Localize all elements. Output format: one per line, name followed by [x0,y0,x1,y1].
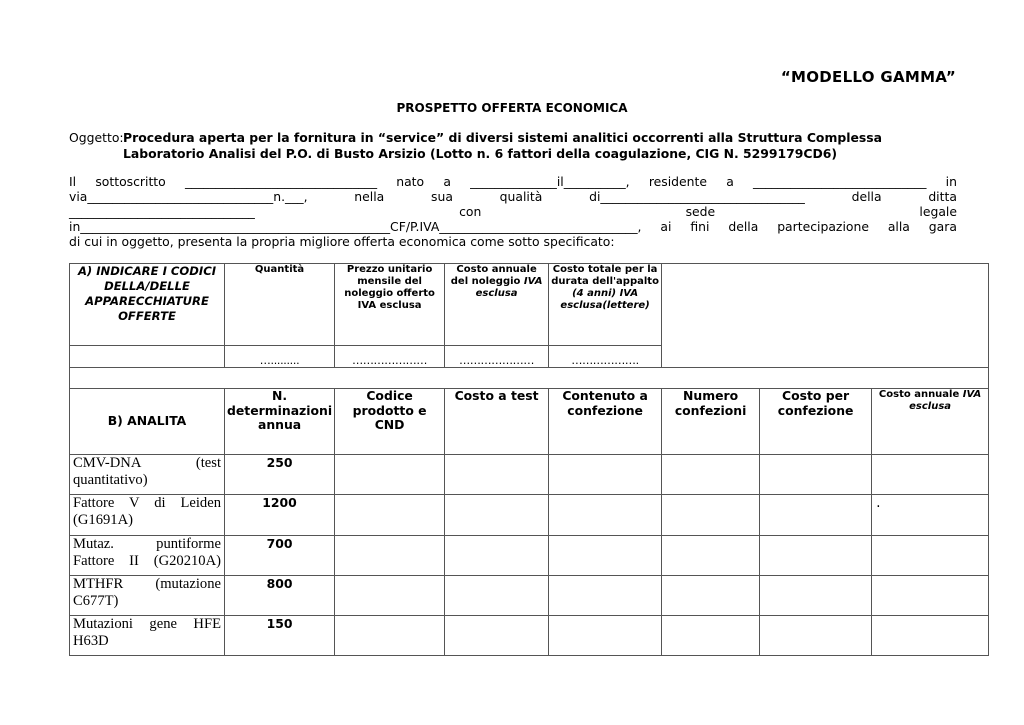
pack-content-cell[interactable] [549,576,662,616]
subject-block [69,130,957,162]
pack-count-cell[interactable] [662,616,760,656]
analyte-name: Mutazioni gene HFE H63D [70,616,225,656]
table-row [70,576,989,616]
declaration-line: Il sottoscritto _______________________________ nato a ______________il__________, residente a ____________________________ in [69,174,957,189]
col-pack-count: Numero confezioni [662,389,760,455]
table-row [70,455,989,495]
product-code-cell[interactable] [335,576,445,616]
col-pack-content: Contenuto a confezione [549,389,662,455]
annual-cost-field[interactable]: ………………… [445,346,549,368]
col-annual-cost: Costo annuale IVA esclusa [872,389,989,455]
test-cost-cell[interactable] [445,616,549,656]
analyte-name: MTHFR (mutazione C677T) [70,576,225,616]
col-annual-rental-cost: Costo annuale del noleggio IVA esclusa [445,264,549,346]
model-title: “MODELLO GAMMA” [780,68,956,86]
pack-content-cell[interactable] [549,455,662,495]
col-product-code: Codice prodotto e CND [335,389,445,455]
col-annual-tests: N. determinazioni annua [225,389,335,455]
col-pack-cost: Costo per confezione [760,389,872,455]
pack-content-cell[interactable] [549,495,662,536]
annual-tests-value: 800 [225,576,335,616]
spacer-cell [70,368,989,389]
offer-table [69,263,989,656]
annual-cost-cell[interactable] [872,455,989,495]
product-code-cell[interactable] [335,495,445,536]
declaration-line: ______________________________ con sede legale [69,203,957,219]
col-total-cost: Costo totale per la durata dell'appalto (4 anni) IVA esclusa(lettere) [549,264,662,346]
document-title: PROSPETTO OFFERTA ECONOMICA [396,101,628,115]
equipment-code-cell[interactable] [70,346,225,368]
quantity-field[interactable]: …......... [225,346,335,368]
col-test-cost: Costo a test [445,389,549,455]
pack-content-cell[interactable] [549,616,662,656]
declaration-paragraph [69,175,957,250]
declaration-line: in__________________________________________________CF/P.IVA________________________________, ai fini della partecipazione alla gara [69,218,957,234]
analyte-name: Mutaz. puntiforme Fattore II (G20210A) [70,536,225,576]
pack-count-cell[interactable] [662,495,760,536]
pack-count-cell[interactable] [662,455,760,495]
table-row [70,536,989,576]
annual-cost-cell[interactable] [872,536,989,576]
product-code-cell[interactable] [335,536,445,576]
test-cost-cell[interactable] [445,455,549,495]
product-code-cell[interactable] [335,455,445,495]
section-a-title: A) INDICARE I CODICI DELLA/DELLE APPARECCHIATURE OFFERTE [70,264,225,346]
pack-cost-cell[interactable] [760,576,872,616]
pack-cost-cell[interactable] [760,495,872,536]
spacer-row [70,368,989,389]
unit-price-field[interactable]: ………………… [335,346,445,368]
analyte-name: CMV-DNA (test quantitativo) [70,455,225,495]
section-b-header-row [70,389,989,455]
section-b-title: B) ANALITA [70,389,225,455]
test-cost-cell[interactable] [445,495,549,536]
product-code-cell[interactable] [335,616,445,656]
test-cost-cell[interactable] [445,536,549,576]
annual-tests-value: 700 [225,536,335,576]
col-unit-price: Prezzo unitario mensile del noleggio offerto IVA esclusa [335,264,445,346]
pack-content-cell[interactable] [549,536,662,576]
test-cost-cell[interactable] [445,576,549,616]
total-cost-field[interactable]: ………………. [549,346,662,368]
analyte-name: Fattore V di Leiden (G1691A) [70,495,225,536]
subject-label: Oggetto: [69,130,124,145]
pack-cost-cell[interactable] [760,455,872,495]
annual-tests-value: 1200 [225,495,335,536]
annual-cost-cell[interactable] [872,616,989,656]
annual-tests-value: 150 [225,616,335,656]
annual-cost-cell[interactable]: . [872,495,989,536]
empty-cell [662,264,989,368]
table-row [70,616,989,656]
pack-count-cell[interactable] [662,536,760,576]
pack-cost-cell[interactable] [760,616,872,656]
declaration-line: via______________________________n.___, nella sua qualità di_________________________________ della ditta [69,188,957,204]
table-row [70,495,989,536]
annual-tests-value: 250 [225,455,335,495]
pack-cost-cell[interactable] [760,536,872,576]
declaration-line: di cui in oggetto, presenta la propria migliore offerta economica come sotto specificato: [69,233,615,249]
subject-text: Procedura aperta per la fornitura in “service” di diversi sistemi analitici occorrenti alla Struttura Complessa Laboratorio Analisi del P.O. di Busto Arsizio (Lotto n. 6 fattori della coagulazione, CIG N. 5299179CD6) [123,130,882,161]
annual-cost-cell[interactable] [872,576,989,616]
section-a-header-row [70,264,989,346]
pack-count-cell[interactable] [662,576,760,616]
col-quantity: Quantità [225,264,335,346]
